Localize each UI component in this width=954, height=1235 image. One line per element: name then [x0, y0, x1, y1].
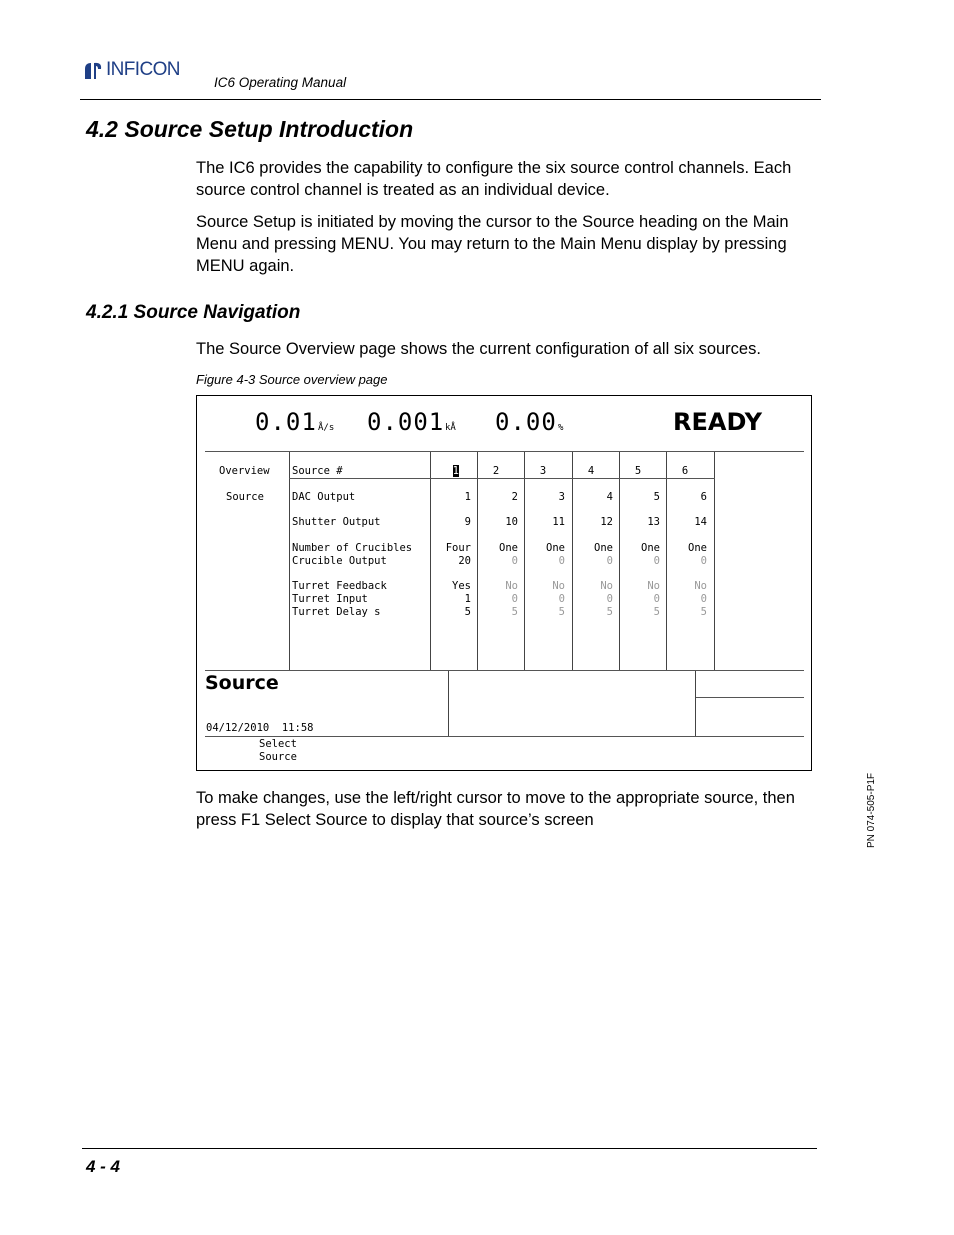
- source-3-crucible-output: 0: [558, 555, 565, 567]
- source-4-number[interactable]: 4: [587, 465, 595, 477]
- source-2-turret-input: 0: [511, 593, 518, 605]
- menu-source[interactable]: Source: [226, 491, 264, 503]
- softkey-f1-line1[interactable]: Select: [259, 738, 297, 750]
- status-ready: READY: [673, 408, 763, 436]
- source-1-turret-feedback[interactable]: Yes: [452, 580, 471, 592]
- source-1-number[interactable]: 1: [452, 465, 459, 477]
- source-5-crucibles[interactable]: One: [641, 542, 660, 554]
- source-5-crucible-output: 0: [653, 555, 660, 567]
- source-2-crucibles[interactable]: One: [499, 542, 518, 554]
- label-crucible-output: Crucible Output: [292, 555, 387, 567]
- source-6-crucibles[interactable]: One: [688, 542, 707, 554]
- section-title: 4.2 Source Setup Introduction: [86, 116, 414, 142]
- part-number: PN 074-505-P1F: [866, 772, 877, 848]
- inficon-logo-mark-icon: [82, 59, 104, 81]
- source-3-shutter[interactable]: 11: [552, 516, 565, 528]
- thickness-unit: kÅ: [445, 423, 456, 433]
- source-6-crucible-output: 0: [700, 555, 707, 567]
- page-name: Source: [205, 672, 279, 694]
- source-6-turret-input: 0: [700, 593, 707, 605]
- rate-unit: Å/s: [318, 423, 335, 433]
- source-5-turret-delay: 5: [653, 606, 660, 618]
- source-6-turret-delay: 5: [700, 606, 707, 618]
- label-dac-output: DAC Output: [292, 491, 356, 503]
- softkey-divider: [205, 736, 804, 737]
- source-4-crucibles[interactable]: One: [594, 542, 613, 554]
- source-1-dac[interactable]: 1: [464, 491, 471, 503]
- source-5-turret-feedback: No: [647, 580, 660, 592]
- source-3-number[interactable]: 3: [539, 465, 547, 477]
- source-4-dac[interactable]: 4: [606, 491, 613, 503]
- power-readout: 0.00: [495, 408, 557, 436]
- source-2-turret-delay: 5: [511, 606, 518, 618]
- source-2-crucible-output: 0: [511, 555, 518, 567]
- column-divider: [430, 452, 431, 671]
- page-number: 4 - 4: [86, 1157, 121, 1176]
- bottom-area-divider: [205, 670, 804, 671]
- source-6-dac[interactable]: 6: [700, 491, 707, 503]
- label-turret-input: Turret Input: [292, 593, 368, 605]
- subsection-paragraph-1: The Source Overview page shows the current configuration of all six sources.: [196, 340, 761, 358]
- source-4-turret-delay: 5: [606, 606, 613, 618]
- label-turret-delay: Turret Delay s: [292, 606, 381, 618]
- source-1-crucibles[interactable]: Four: [445, 542, 471, 554]
- source-1-shutter[interactable]: 9: [464, 516, 471, 528]
- section-paragraph-2: Source Setup is initiated by moving the cursor to the Source heading on the Main Menu and pressing MENU. You may return to the Main Menu display by pressing MENU again.: [196, 213, 789, 275]
- source-6-number[interactable]: 6: [681, 465, 689, 477]
- column-divider: [619, 452, 620, 671]
- source-3-crucibles[interactable]: One: [546, 542, 565, 554]
- source-5-shutter[interactable]: 13: [647, 516, 660, 528]
- figure-caption: Figure 4-3 Source overview page: [196, 372, 388, 387]
- source-4-shutter[interactable]: 12: [600, 516, 613, 528]
- source-2-dac[interactable]: 2: [511, 491, 518, 503]
- brand-name: INFICON: [106, 59, 180, 80]
- label-source-num: Source #: [292, 465, 343, 477]
- source-1-turret-delay[interactable]: 5: [464, 606, 471, 618]
- column-divider: [477, 452, 478, 671]
- softkey-f1-line2[interactable]: Source: [259, 751, 297, 763]
- manual-title: IC6 Operating Manual: [214, 75, 347, 90]
- column-divider: [714, 452, 715, 671]
- menu-overview[interactable]: Overview: [219, 465, 270, 477]
- source-4-turret-input: 0: [606, 593, 613, 605]
- label-shutter-output: Shutter Output: [292, 516, 381, 528]
- header-rule: [80, 99, 821, 100]
- source-2-turret-feedback: No: [505, 580, 518, 592]
- source-3-turret-input: 0: [558, 593, 565, 605]
- label-column-divider: [289, 452, 290, 671]
- source-5-number[interactable]: 5: [634, 465, 642, 477]
- section-paragraph-1: The IC6 provides the capability to configure the six source control channels. Each source control channel is treated as an individual device.: [196, 159, 792, 199]
- source-3-dac[interactable]: 3: [558, 491, 565, 503]
- source-6-shutter[interactable]: 14: [694, 516, 707, 528]
- source-2-shutter[interactable]: 10: [505, 516, 518, 528]
- source-3-turret-delay: 5: [558, 606, 565, 618]
- source-6-turret-feedback: No: [694, 580, 707, 592]
- rate-readout: 0.01: [255, 408, 317, 436]
- source-4-crucible-output: 0: [606, 555, 613, 567]
- source-4-turret-feedback: No: [600, 580, 613, 592]
- source-5-dac[interactable]: 5: [653, 491, 660, 503]
- subsection-paragraph-2: To make changes, use the left/right cursor to move to the appropriate source, then press F1 Select Source to display that source’s screen: [196, 789, 795, 829]
- column-divider: [524, 452, 525, 671]
- column-divider: [572, 452, 573, 671]
- subsection-title: 4.2.1 Source Navigation: [86, 302, 301, 323]
- footer-rule: [82, 1148, 817, 1149]
- power-unit: %: [558, 423, 564, 433]
- message-box-left-border: [448, 671, 449, 736]
- source-1-turret-input[interactable]: 1: [464, 593, 471, 605]
- source-5-turret-input: 0: [653, 593, 660, 605]
- message-box-right-border: [695, 671, 696, 736]
- source-overview-screen: [196, 395, 812, 771]
- label-turret-feedback: Turret Feedback: [292, 580, 387, 592]
- header-row-divider: [289, 478, 715, 479]
- inficon-logo: [82, 58, 197, 82]
- thickness-readout: 0.001: [367, 408, 445, 436]
- date-time: 04/12/2010 11:58: [206, 722, 314, 734]
- source-1-crucible-output[interactable]: 20: [458, 555, 471, 567]
- source-3-turret-feedback: No: [552, 580, 565, 592]
- source-2-number[interactable]: 2: [492, 465, 500, 477]
- label-number-of-crucibles: Number of Crucibles: [292, 542, 413, 554]
- status-box-divider: [696, 697, 804, 698]
- column-divider: [666, 452, 667, 671]
